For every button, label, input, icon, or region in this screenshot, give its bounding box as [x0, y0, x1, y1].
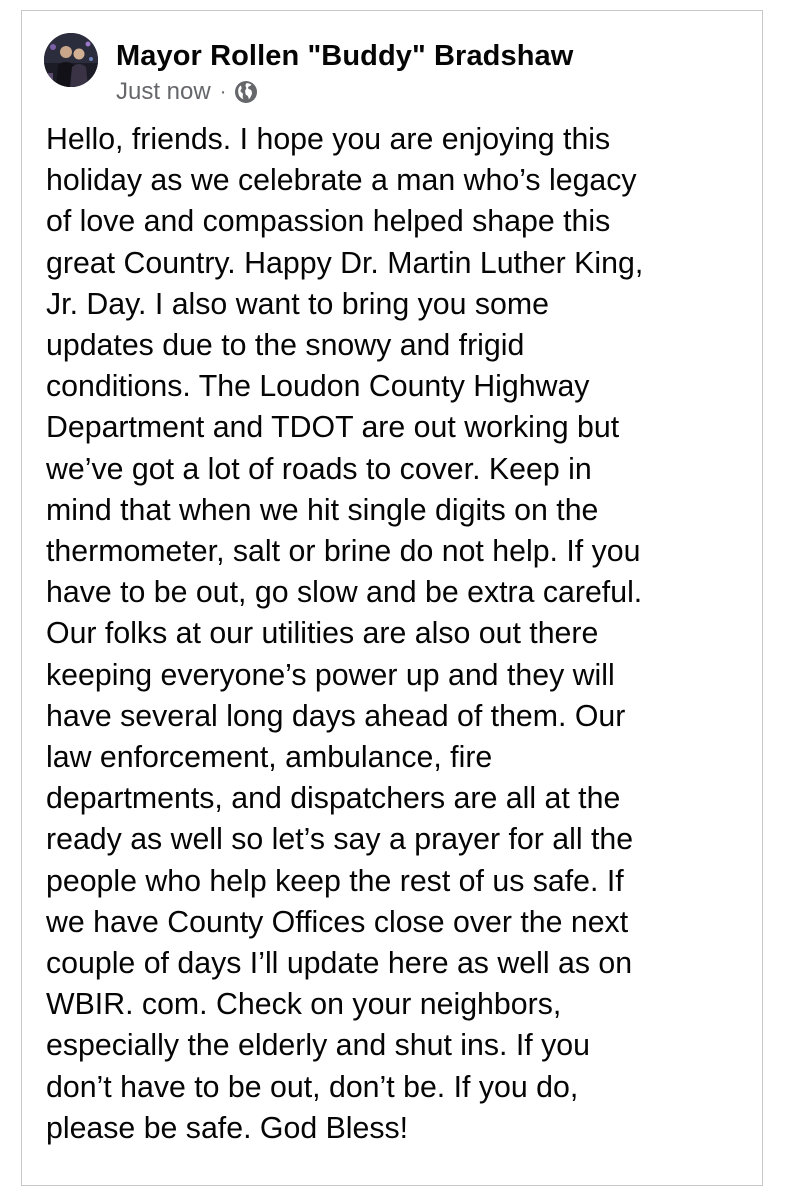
- post-body-text: Hello, friends. I hope you are enjoying this holiday as we celebrate a man who’s legacy of love and compassion helped shape this great Country. Happy Dr. Martin Luther King, Jr. Day. I also want to bring you some updates due to the snowy and frigid conditions. The Loudon County Highway Department and TDOT are out working but we’ve got a lot of roads to cover. Keep in mind that when we hit single digits on the thermometer, salt or brine do not help. If you have to be out, go slow and be extra careful. Our folks at our utilities are also out there keeping everyone’s power up and they will have several long days ahead of them. Our law enforcement, ambulance, fire departments, and dispatchers are all at the ready as well so let’s say a prayer for all the people who help keep the rest of us safe. If we have County Offices close over the next couple of days I’ll update here as well as on WBIR. com. Check on your neighbors, especially the elderly and shut ins. If you don’t have to be out, don’t be. If you do, please be safe. God Bless!: [46, 123, 644, 1145]
- avatar[interactable]: [44, 33, 98, 87]
- author-name[interactable]: Mayor Rollen "Buddy" Bradshaw: [116, 40, 574, 72]
- post-header: [44, 33, 573, 106]
- post-timestamp[interactable]: Just now: [116, 78, 211, 105]
- header-text: [116, 39, 573, 106]
- post-card: [21, 10, 763, 1186]
- post-meta: [116, 78, 573, 106]
- meta-separator: ·: [219, 81, 227, 103]
- globe-icon: [234, 80, 258, 104]
- avatar-photo: [44, 33, 98, 87]
